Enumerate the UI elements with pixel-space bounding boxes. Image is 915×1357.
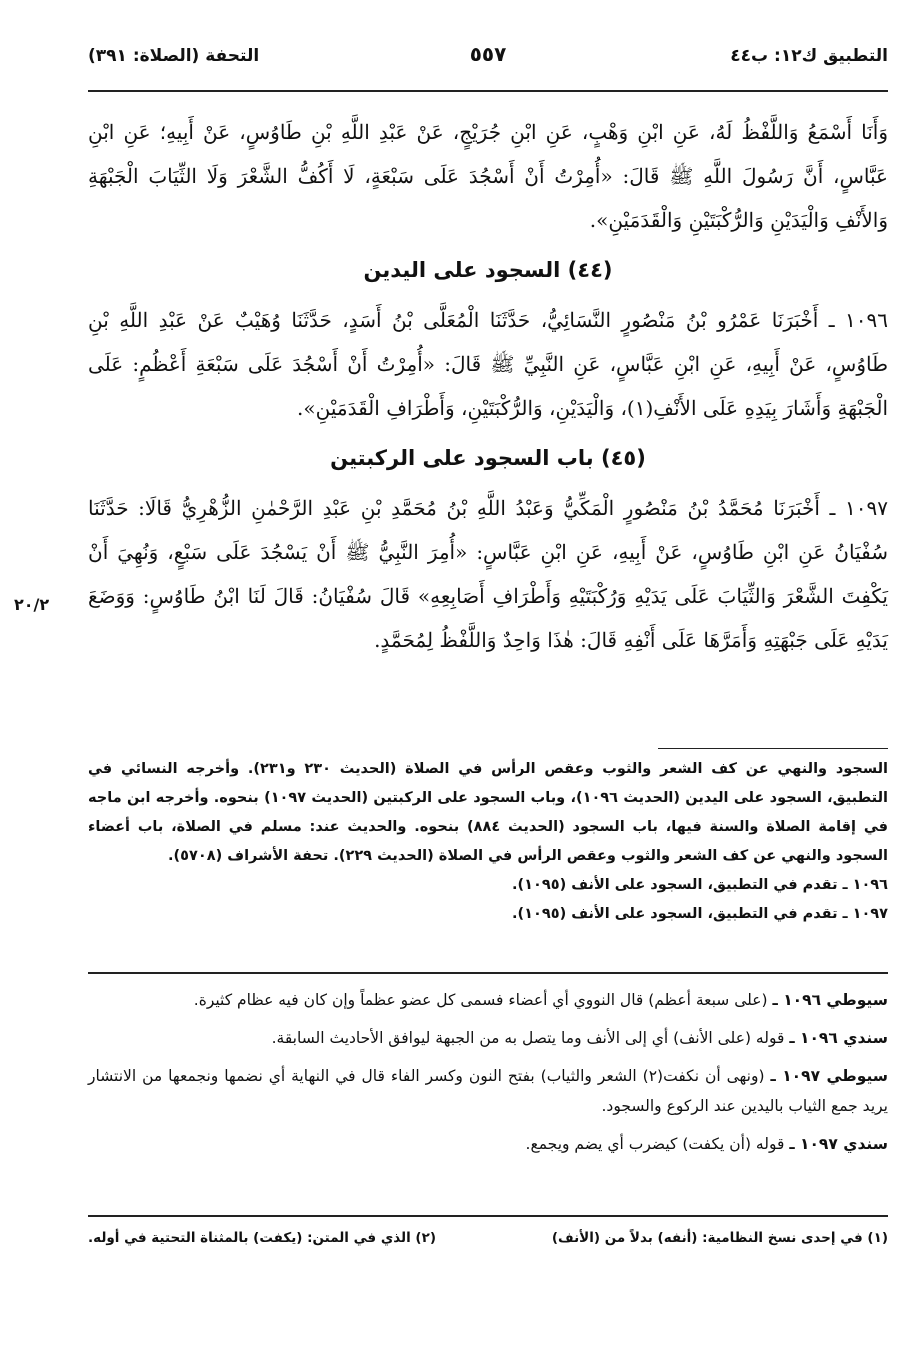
footnote-1: (١) في إحدى نسخ النظامية: (أنفه) بدلاً من (الأنف)	[551, 1230, 888, 1246]
commentary-text: قوله (أن يكفت) كيضرب أي يضم ويجمع.	[525, 1135, 785, 1153]
commentary-label: سندي ١٠٩٧ ـ	[789, 1135, 888, 1153]
commentary-item	[88, 1061, 888, 1121]
commentary-label: سندي ١٠٩٦ ـ	[789, 1029, 888, 1047]
footnote-2: (٢) الذي في المتن: (يكفت) بالمثناة التحتية في أوله.	[88, 1230, 436, 1246]
margin-reference: ٢٠/٢	[14, 595, 50, 614]
section-44-heading: (٤٤) السجود على اليدين	[363, 258, 613, 282]
commentary-item	[88, 1129, 888, 1159]
commentary-text: (ونهى أن نكفت(٢) الشعر والثياب) بفتح النون وكسر الفاء قال في النهاية أي نضمها ونجمعها من الانتشار يريد جمع الثياب باليدين عند الركوع والسجود.	[88, 1067, 888, 1115]
notes-rule	[658, 748, 888, 749]
note-paragraph: السجود والنهي عن كف الشعر والثوب وعقص الرأس في الصلاة (الحديث ٢٣٠ و٢٣١). وأخرجه النسائي في التطبيق، السجود على اليدين (الحديث ١٠٩٦)، وباب السجود على الركبتين (الحديث ١٠٩٧) بنحوه. وأخرجه ابن ماجه في إقامة الصلاة والسنة فيها، باب السجود (الحديث ٨٨٤) بنحوه. والحديث عند: مسلم في الصلاة، باب أعضاء السجود والنهي عن كف الشعر والثوب وعقص الرأس في الصلاة (الحديث ٢٢٩). تحفة الأشراف (٥٧٠٨).	[88, 761, 888, 864]
note-paragraph: ١٠٩٧ ـ تقدم في التطبيق، السجود على الأنف (١٠٩٥).	[512, 906, 888, 922]
commentary-item	[88, 985, 888, 1015]
intro-paragraph: وَأَنَا أَسْمَعُ وَاللَّفْظُ لَهُ، عَنِ ابْنِ وَهْبٍ، عَنِ ابْنِ جُرَيْجٍ، عَنْ عَبْدِ اللَّهِ بْنِ طَاوُسٍ، عَنْ أَبِيهِ؛ عَنِ ابْنِ عَبَّاسٍ، أَنَّ رَسُولَ اللَّهِ ﷺ قَالَ: «أُمِرْتُ أَنْ أَسْجُدَ عَلَى سَبْعَةٍ، لَا أَكُفُّ الشَّعْرَ وَلَا الثِّيَابَ الْجَبْهَةِ وَالأَنْفِ وَالْيَدَيْنِ وَالرُّكْبَتَيْنِ وَالْقَدَمَيْنِ».	[88, 120, 888, 232]
hadith-1097: ١٠٩٧ ـ أَخْبَرَنَا مُحَمَّدُ بْنُ مَنْصُورٍ الْمَكِّيُّ وَعَبْدُ اللَّهِ بْنُ مُحَمَّدِ بْنِ عَبْدِ الرَّحْمٰنِ الزُّهْرِيُّ قَالَا: حَدَّثَنَا سُفْيَانُ عَنِ ابْنِ طَاوُسٍ، عَنْ أَبِيهِ، عَنِ ابْنِ عَبَّاسٍ: «أُمِرَ النَّبِيُّ ﷺ أَنْ يَسْجُدَ عَلَى سَبْعٍ، وَنُهِيَ أَنْ يَكْفِتَ الشَّعْرَ وَالثِّيَابَ عَلَى يَدَيْهِ وَرُكْبَتَيْهِ وَأَطْرَافِ أَصَابِعِهِ» قَالَ سُفْيَانُ: قَالَ لَنَا ابْنُ طَاوُسٍ: وَوَضَعَ يَدَيْهِ عَلَى جَبْهَتِهِ وَأَمَرَّهَا عَلَى أَنْفِهِ قَالَ: هٰذَا وَاحِدٌ وَاللَّفْظُ لِمُحَمَّدٍ.	[88, 496, 888, 652]
section-45-heading: (٤٥) باب السجود على الركبتين	[330, 446, 646, 470]
page-header	[88, 40, 888, 80]
commentary-label: سيوطي ١٠٩٦ ـ	[772, 991, 888, 1009]
commentary	[88, 985, 888, 1167]
page-number: ٥٥٧	[469, 42, 507, 66]
footnotes	[88, 1230, 888, 1260]
footnotes-rule	[88, 1215, 888, 1217]
header-rule	[88, 90, 888, 92]
hadith-1096: ١٠٩٦ ـ أَخْبَرَنَا عَمْرُو بْنُ مَنْصُورٍ النَّسَائِيُّ، حَدَّثَنَا الْمُعَلَّى بْنُ أَسَدٍ، حَدَّثَنَا وُهَيْبٌ عَنْ عَبْدِ اللَّهِ بْنِ طَاوُسٍ، عَنْ أَبِيهِ، عَنِ ابْنِ عَبَّاسٍ، عَنِ النَّبِيِّ ﷺ قَالَ: «أُمِرْتُ أَنْ أَسْجُدَ عَلَى سَبْعَةِ أَعْظُمٍ: عَلَى الْجَبْهَةِ وَأَشَارَ بِيَدِهِ عَلَى الأَنْفِ(١)، وَالْيَدَيْنِ، وَالرُّكْبَتَيْنِ، وَأَطْرَافِ الْقَدَمَيْنِ».	[88, 308, 888, 420]
header-tuhfa-ref: التحفة (الصلاة: ٣٩١)	[88, 46, 260, 66]
commentary-label: سيوطي ١٠٩٧ ـ	[770, 1067, 889, 1085]
header-book-ref: التطبيق ك١٢: ب٤٤	[730, 46, 888, 66]
note-paragraph: ١٠٩٦ ـ تقدم في التطبيق، السجود على الأنف (١٠٩٥).	[512, 877, 888, 893]
commentary-rule	[88, 972, 888, 974]
commentary-item	[88, 1023, 888, 1053]
takhrij-notes	[88, 755, 888, 929]
commentary-text: (على سبعة أعظم) قال النووي أي أعضاء فسمى كل عضو عظماً وإن كان فيه عظام كثيرة.	[193, 991, 768, 1009]
main-text	[88, 110, 888, 662]
commentary-text: قوله (على الأنف) أي إلى الأنف وما يتصل به من الجبهة ليوافق الأحاديث السابقة.	[271, 1029, 785, 1047]
